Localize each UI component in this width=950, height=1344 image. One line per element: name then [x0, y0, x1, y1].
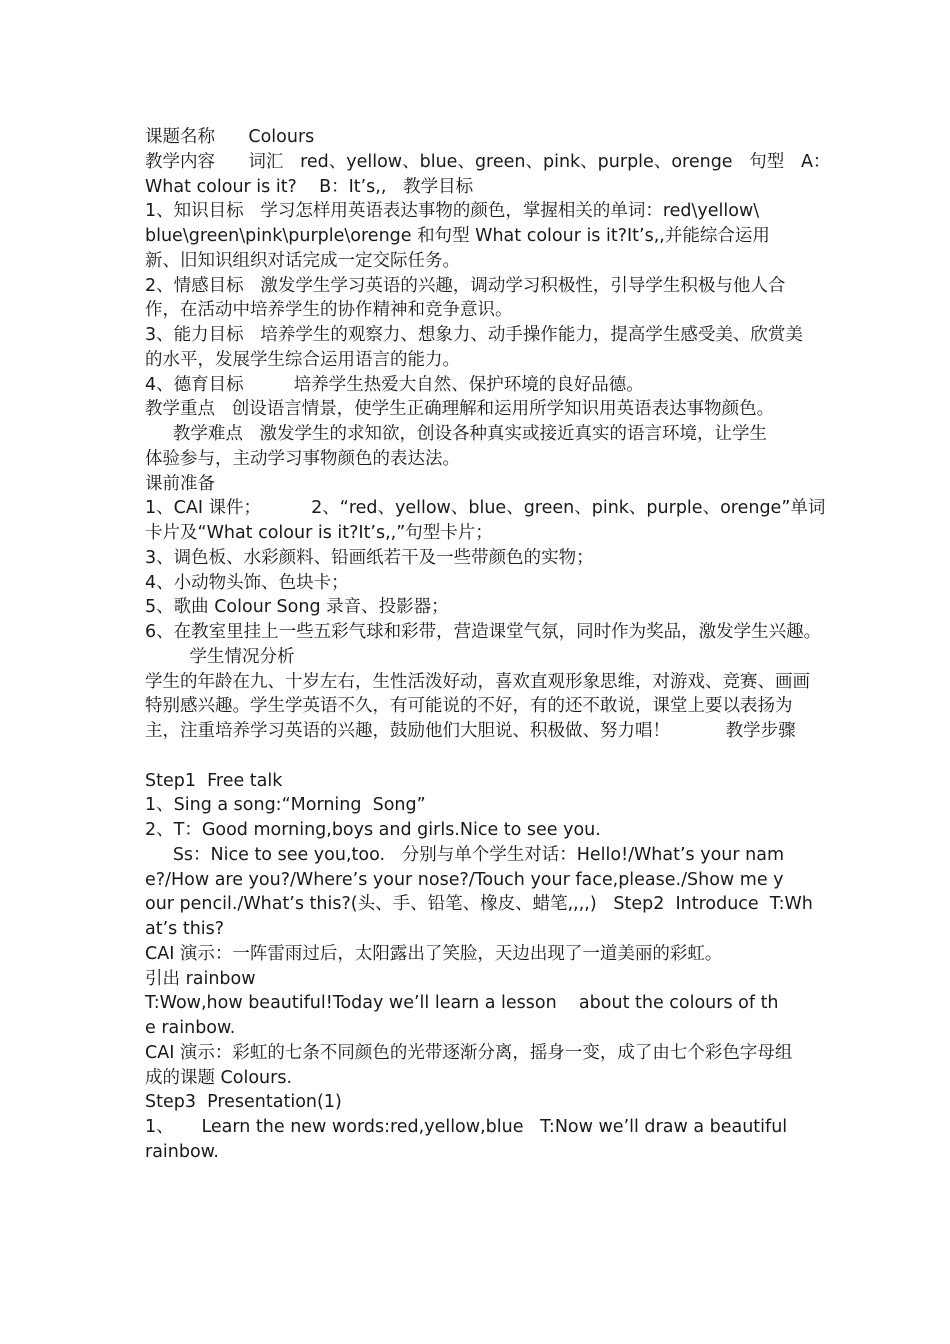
text-line: 4、德育目标 培养学生热爱大自然、保护环境的良好品德。	[145, 374, 644, 395]
text-line: blue\green\pink\purple\orenge 和句型 What colour is it?It’s,,并能综合运用	[145, 226, 770, 246]
text-line: 教学难点 激发学生的求知欲，创设各种真实或接近真实的语言环境，让学生	[145, 424, 767, 444]
text-line: CAI 演示：一阵雷雨过后，太阳露出了笑脸，天边出现了一道美丽的彩虹。	[145, 943, 723, 964]
text-line: What colour is it? B：It’s,, 教学目标	[145, 176, 474, 197]
text-line: 的水平，发展学生综合运用语言的能力。	[145, 349, 460, 370]
text-line: 2、T：Good morning,boys and girls.Nice to see you.	[145, 820, 601, 840]
text-line: 卡片及“What colour is it?It’s,,”句型卡片；	[145, 523, 493, 543]
text-line: rainbow.	[145, 1141, 219, 1162]
text-line: Step1 Free talk	[145, 770, 283, 791]
text-line: 2、情感目标 激发学生学习英语的兴趣，调动学习积极性，引导学生积极与他人合	[145, 275, 786, 296]
text-line: 4、小动物头饰、色块卡；	[145, 572, 349, 593]
text-line: 1、CAI 课件； 2、“red、yellow、blue、green、pink、purple、orenge”单词	[145, 498, 826, 519]
text-line: Ss：Nice to see you,too. 分别与单个学生对话：Hello!/What’s your nam	[145, 844, 784, 865]
text-line: 新、旧知识组织对话完成一定交际任务。	[145, 250, 460, 271]
text-line: e?/How are you?/Where’s your nose?/Touch your face,please./Show me y	[145, 869, 784, 890]
text-line: 1、Sing a song:“Morning Song”	[145, 795, 426, 816]
text-line: 1、知识目标 学习怎样用英语表达事物的颜色，掌握相关的单词：red\yellow\	[145, 201, 760, 222]
text-line: 作，在活动中培养学生的协作精神和竞争意识。	[145, 300, 513, 321]
text-line: 3、能力目标 培养学生的观察力、想象力、动手操作能力，提高学生感受美、欣赏美	[145, 325, 803, 345]
text-line: T:Wow,how beautiful!Today we’ll learn a lesson about the colours of th	[145, 993, 779, 1014]
text-line: 课前准备	[145, 473, 215, 494]
text-line: at’s this?	[145, 919, 225, 939]
text-line: 学生情况分析	[145, 646, 295, 667]
text-line: 学生的年龄在九、十岁左右，生性活泼好动，喜欢直观形象思维，对游戏、竞赛、画画	[145, 671, 810, 692]
text-line: 引出 rainbow	[145, 968, 256, 989]
text-line: 体验参与，主动学习事物颜色的表达法。	[145, 448, 460, 469]
text-line: 3、调色板、水彩颜料、铅画纸若干及一些带颜色的实物；	[145, 547, 594, 568]
text-line: 教学重点 创设语言情景，使学生正确理解和运用所学知识用英语表达事物颜色。	[145, 399, 775, 420]
text-line: e rainbow.	[145, 1018, 236, 1038]
text-line: 特别感兴趣。学生学英语不久，有可能说的不好，有的还不敢说，课堂上要以表扬为	[145, 696, 793, 717]
text-line: 主，注重培养学习英语的兴趣，鼓励他们大胆说、积极做、努力唱！ 教学步骤	[145, 721, 796, 741]
text-line: Step3 Presentation(1)	[145, 1092, 342, 1113]
text-line: our pencil./What’s this?(头、手、铅笔、橡皮、蜡笔,,,,) Step2 Introduce T:Wh	[145, 894, 813, 915]
text-line: CAI 演示：彩虹的七条不同颜色的光带逐渐分离，摇身一变，成了由七个彩色字母组	[145, 1042, 793, 1063]
text-line: 教学内容 词汇 red、yellow、blue、green、pink、purple、orenge 句型 A：	[145, 151, 831, 172]
text-line: 6、在教室里挂上一些五彩气球和彩带，营造课堂气氛，同时作为奖品，激发学生兴趣。	[145, 622, 822, 642]
text-line: 课题名称 Colours	[145, 127, 315, 147]
text-line: 1、 Learn the new words:red,yellow,blue T:Now we’ll draw a beautiful	[145, 1117, 788, 1137]
text-line: 成的课题 Colours.	[145, 1067, 293, 1088]
text-line: 5、歌曲 Colour Song 录音、投影器；	[145, 597, 449, 618]
